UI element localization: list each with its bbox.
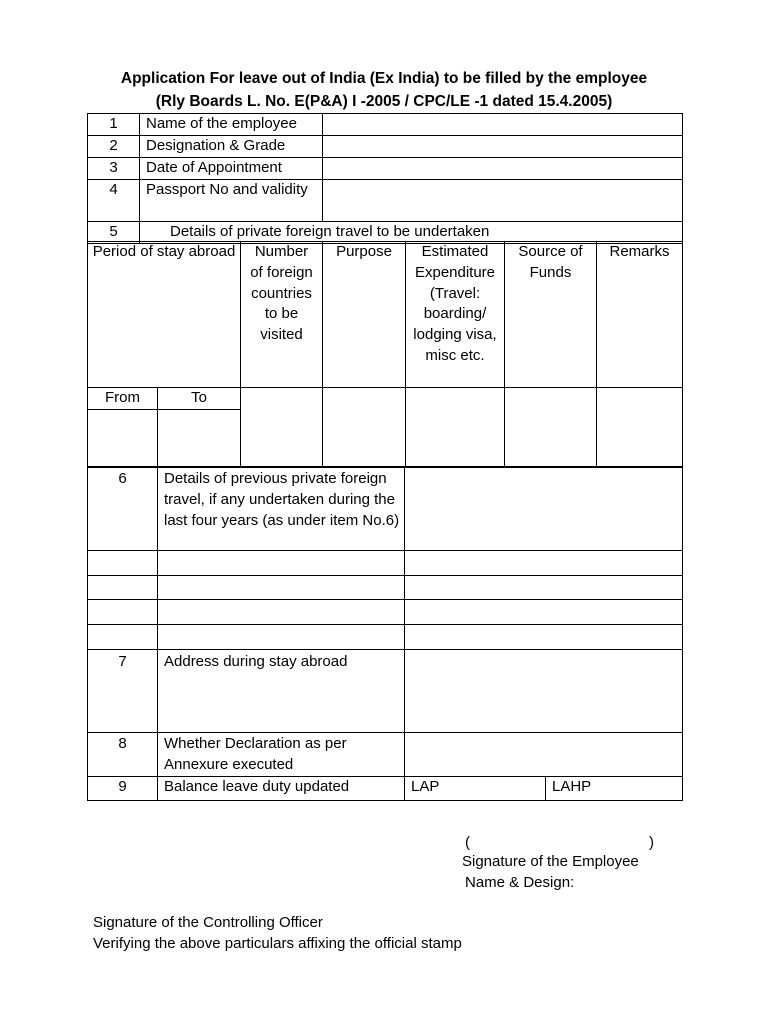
previous-travel-row-4-details[interactable] [158, 625, 405, 650]
previous-travel-row-2-value[interactable] [405, 576, 683, 600]
previous-travel-row-1-number[interactable] [88, 551, 158, 576]
header-to: To [158, 388, 241, 410]
form-table-personal [87, 113, 683, 244]
employee-name-field[interactable] [323, 114, 683, 136]
row-number-6: 6 [88, 467, 158, 551]
form-title-line1: Application For leave out of India (Ex India) to be filled by the employee [120, 70, 648, 87]
header-purpose: Purpose [323, 242, 406, 388]
officer-signature-label: Signature of the Controlling Officer [93, 914, 323, 931]
expenditure-field[interactable] [406, 388, 505, 468]
lahp-field[interactable]: LAHP [546, 776, 683, 800]
countries-field[interactable] [241, 388, 323, 468]
label-declaration: Whether Declaration as per Annexure executed [158, 733, 405, 777]
lap-field[interactable]: LAP [405, 776, 546, 800]
form-title-line2: (Rly Boards L. No. E(P&A) I -2005 / CPC/LE -1 dated 15.4.2005) [155, 93, 613, 110]
employee-signature-label: Signature of the Employee [462, 853, 639, 870]
designation-grade-field[interactable] [323, 136, 683, 158]
label-address-abroad: Address during stay abroad [158, 650, 405, 733]
label-foreign-travel-details: Details of private foreign travel to be undertaken [140, 221, 683, 243]
label-date-of-appointment: Date of Appointment [140, 157, 323, 179]
row-number-1: 1 [88, 114, 140, 136]
to-date-field[interactable] [158, 410, 241, 468]
header-source-of-funds: Source of Funds [505, 242, 597, 388]
header-remarks: Remarks [597, 242, 683, 388]
row-number-5: 5 [88, 221, 140, 243]
header-number-of-countries: Number of foreign countries to be visited [241, 242, 323, 388]
previous-travel-row-1-details[interactable] [158, 551, 405, 576]
header-from: From [88, 388, 158, 410]
label-passport: Passport No and validity [140, 179, 323, 221]
declaration-field[interactable] [405, 733, 683, 777]
row-number-9: 9 [88, 776, 158, 800]
passport-field[interactable] [323, 179, 683, 221]
address-abroad-field[interactable] [405, 650, 683, 733]
funds-field[interactable] [505, 388, 597, 468]
previous-travel-row-2-number[interactable] [88, 576, 158, 600]
row-number-7: 7 [88, 650, 158, 733]
previous-travel-row-4-number[interactable] [88, 625, 158, 650]
previous-travel-row-3-details[interactable] [158, 600, 405, 625]
form-table-additional [87, 466, 683, 801]
label-employee-name: Name of the employee [140, 114, 323, 136]
previous-travel-row-3-number[interactable] [88, 600, 158, 625]
purpose-field[interactable] [323, 388, 406, 468]
previous-travel-row-4-value[interactable] [405, 625, 683, 650]
row-number-3: 3 [88, 157, 140, 179]
label-designation-grade: Designation & Grade [140, 136, 323, 158]
header-estimated-expenditure: Estimated Expenditure (Travel: boarding/ lodging visa, misc etc. [406, 242, 505, 388]
label-previous-travel: Details of previous private foreign travel, if any undertaken during the last four years (as under item No.6) [158, 467, 405, 551]
previous-travel-field[interactable] [405, 467, 683, 551]
travel-details-table [87, 241, 683, 468]
date-of-appointment-field[interactable] [323, 157, 683, 179]
signature-bracket-open: ( [465, 834, 470, 851]
from-date-field[interactable] [88, 410, 158, 468]
previous-travel-row-2-details[interactable] [158, 576, 405, 600]
signature-bracket-close: ) [649, 834, 654, 851]
employee-name-design-label: Name & Design: [465, 874, 575, 891]
previous-travel-row-1-value[interactable] [405, 551, 683, 576]
row-number-2: 2 [88, 136, 140, 158]
previous-travel-row-3-value[interactable] [405, 600, 683, 625]
label-balance-leave: Balance leave duty updated [158, 776, 405, 800]
officer-verification-label: Verifying the above particulars affixing the official stamp [93, 935, 462, 952]
row-number-4: 4 [88, 179, 140, 221]
header-period-of-stay: Period of stay abroad [88, 242, 241, 388]
row-number-8: 8 [88, 733, 158, 777]
remarks-field[interactable] [597, 388, 683, 468]
